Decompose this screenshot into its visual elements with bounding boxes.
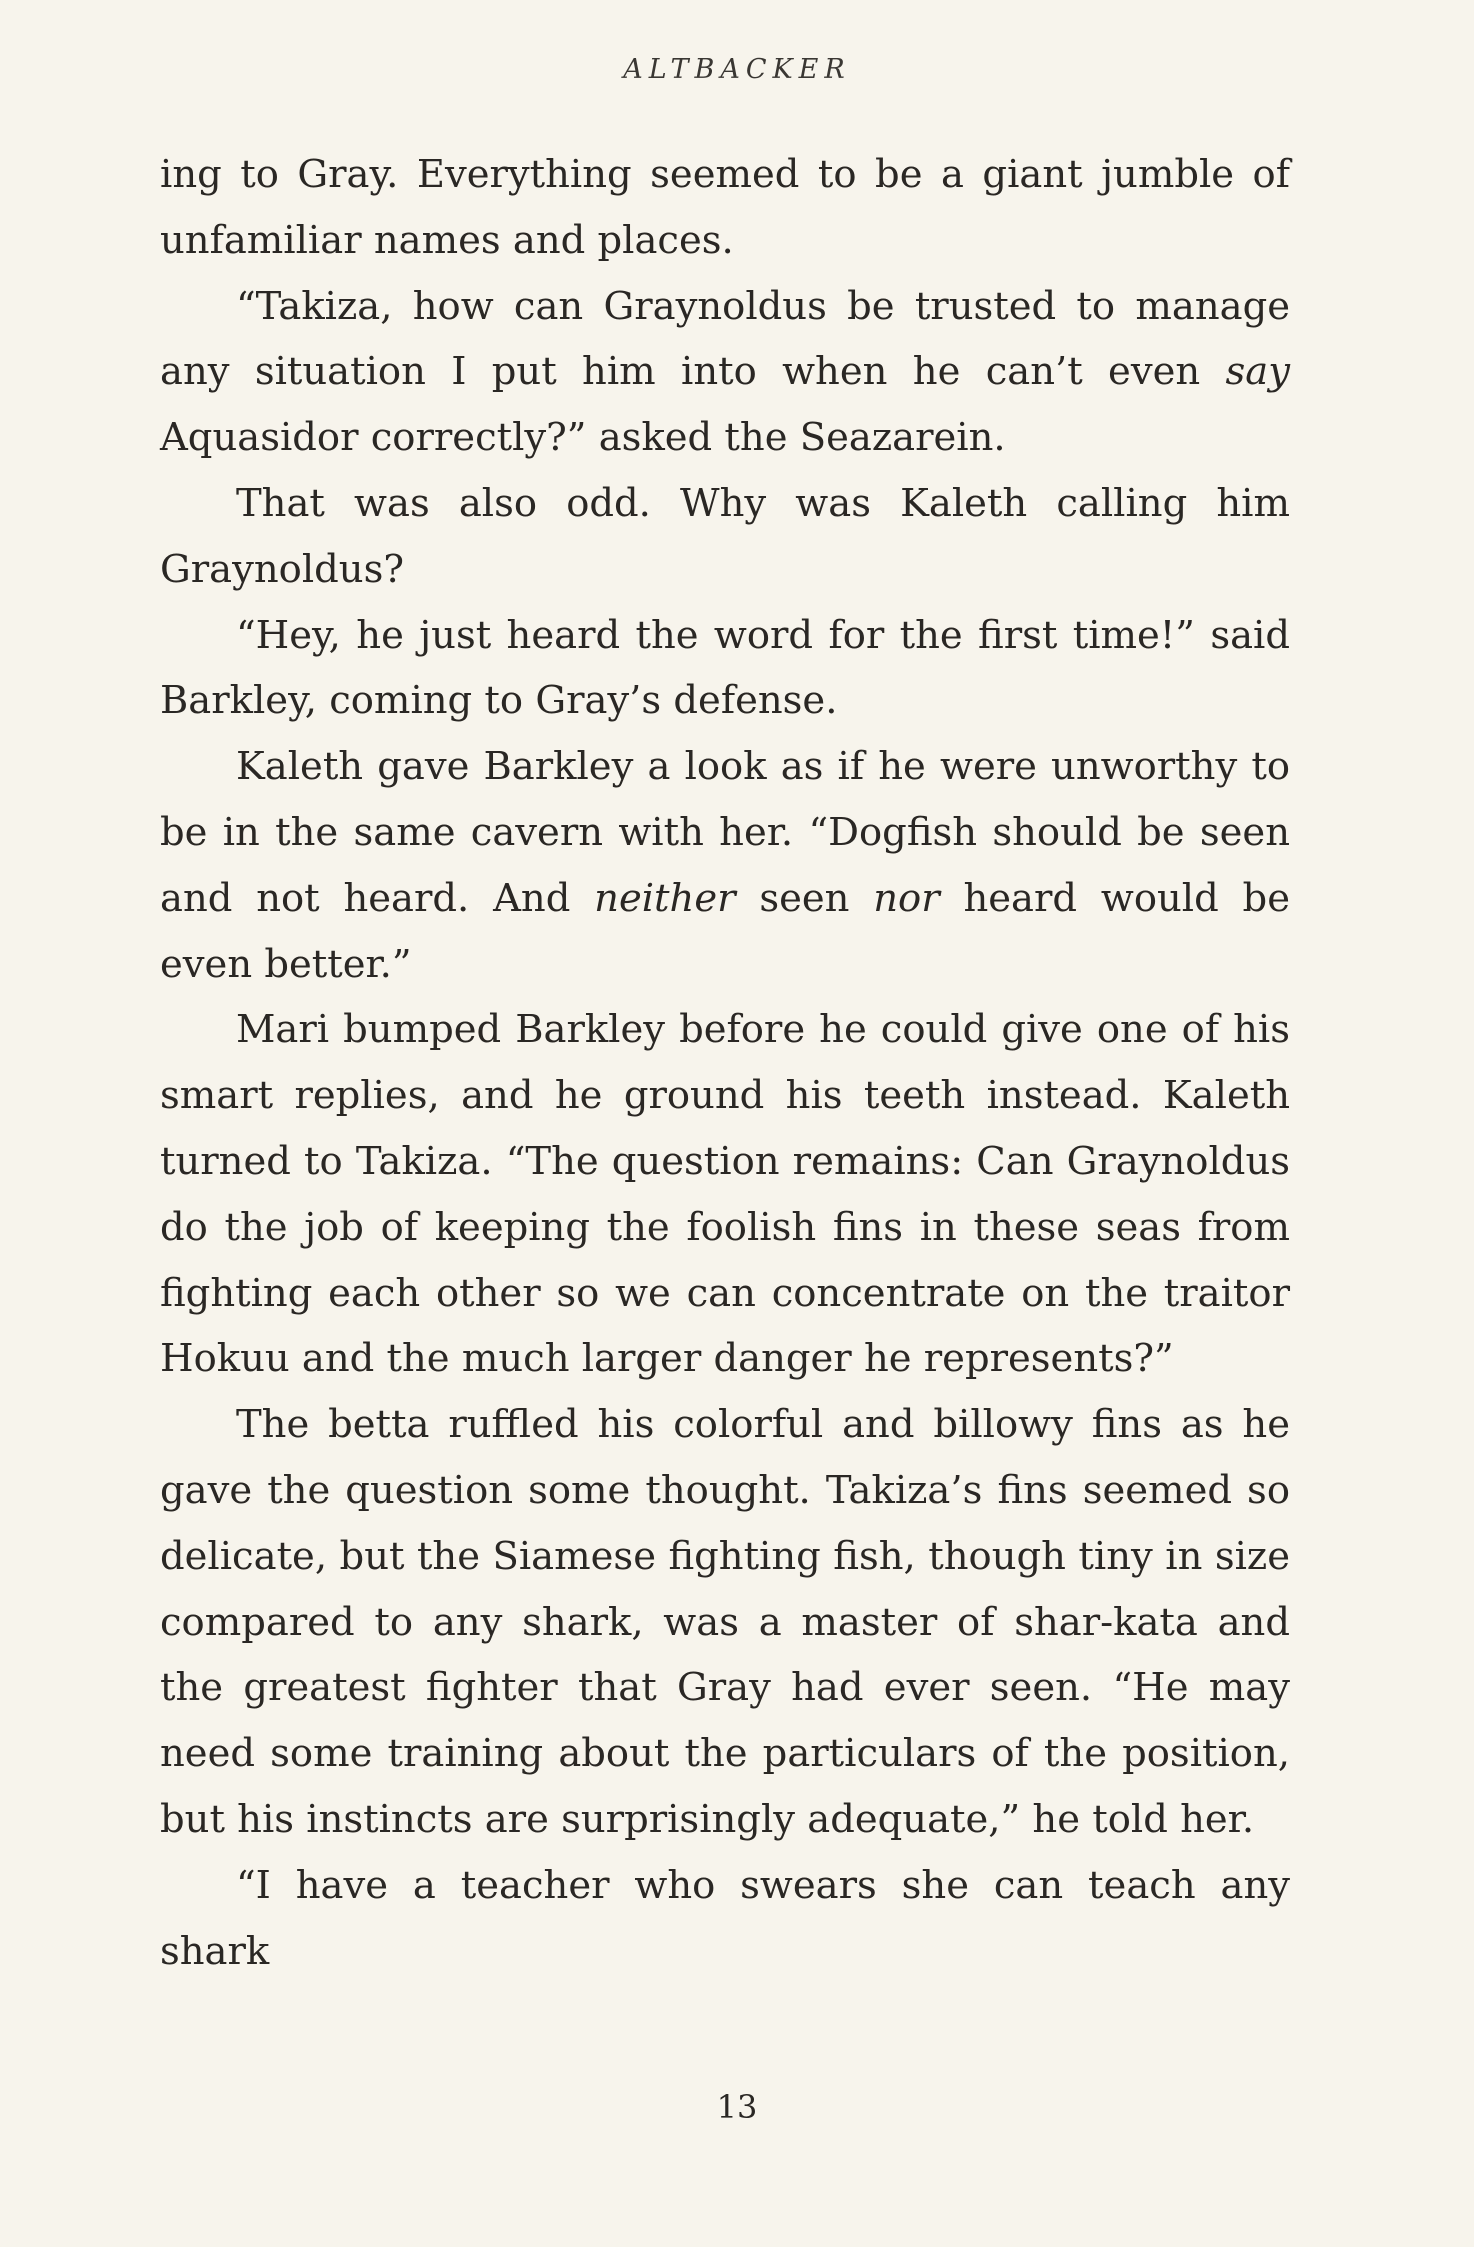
paragraph-5-emphasis-b: nor: [873, 875, 940, 921]
paragraph-5: [160, 734, 1290, 997]
paragraph-5-text-c: heard would be even better.”: [160, 875, 1290, 987]
paragraph-2-text-a: “Takiza, how can Graynoldus be trusted to manage any situation I put him into when he can’t even: [160, 283, 1290, 395]
paragraph-7: The betta ruffled his colorful and billowy fins as he gave the question some thought. Takiza’s fins seemed so delicate, but the Siamese fighting fish, though tiny in size compared to any shark, was a master of shar-kata and the greatest fighter that Gray had ever seen. “He may need some training about the particulars of the position, but his instincts are surprisingly adequate,” he told her.: [160, 1402, 1290, 1842]
page-number: 13: [716, 2088, 758, 2126]
paragraph-3: That was also odd. Why was Kaleth calling him Graynoldus?: [160, 480, 1290, 592]
paragraph-8: “I have a teacher who swears she can teach any shark: [160, 1862, 1290, 1974]
paragraph-5-emphasis-a: neither: [594, 875, 736, 921]
body-text: [160, 142, 1290, 1984]
paragraph-5-text-a: Kaleth gave Barkley a look as if he were unworthy to be in the same cavern with her. “Dogfish should be seen and not heard. And: [160, 744, 1290, 921]
paragraph-2: [160, 274, 1290, 471]
paragraph-5-text-b: seen: [735, 875, 874, 921]
paragraph-2-emphasis: say: [1225, 349, 1290, 395]
paragraph-2-text-b: Aquasidor correctly?” asked the Seazarein.: [160, 415, 1006, 461]
paragraph-4: “Hey, he just heard the word for the first time!” said Barkley, coming to Gray’s defense.: [160, 612, 1290, 724]
paragraph-6: Mari bumped Barkley before he could give one of his smart replies, and he ground his teeth instead. Kaleth turned to Takiza. “The question remains: Can Graynoldus do the job of keeping the foolish fins in these seas from fighting each other so we can concentrate on the traitor Hokuu and the much larger danger he represents?”: [160, 1007, 1290, 1382]
paragraph-1: ing to Gray. Everything seemed to be a giant jumble of unfamiliar names and places.: [160, 152, 1290, 263]
running-header: ALTBACKER: [623, 54, 851, 85]
